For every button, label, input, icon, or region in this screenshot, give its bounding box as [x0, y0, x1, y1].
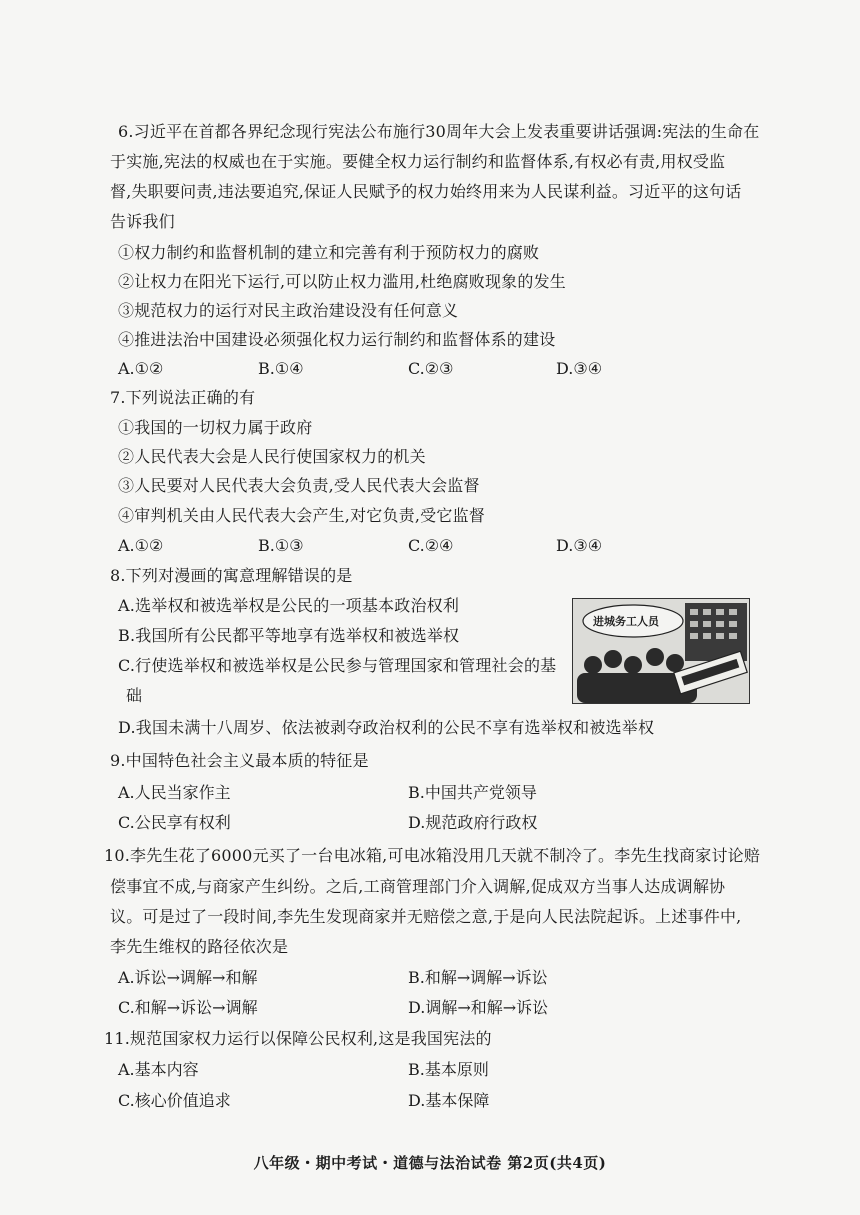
q6-stem-line-4: 告诉我们: [110, 212, 175, 231]
q9-choice-d: D.规范政府行政权: [408, 813, 538, 832]
q8-option-c: C.行使选举权和被选举权是公民参与管理国家和管理社会的基: [118, 656, 557, 675]
q10-choice-a: A.诉讼→调解→和解: [118, 968, 258, 987]
page-footer: 八年级・期中考试・道德与法治试卷 第2页(共4页): [253, 1154, 607, 1172]
q7-statement-4: ④审判机关由人民代表大会产生,对它负责,受它监督: [118, 506, 485, 525]
q8-option-d: D.我国未满十八周岁、依法被剥夺政治权利的公民不享有选举权和被选举权: [118, 718, 655, 737]
q6-choice-b: B.①④: [258, 359, 304, 378]
q7-statement-3: ③人民要对人民代表大会负责,受人民代表大会监督: [118, 476, 480, 495]
q7-choice-a: A.①②: [118, 536, 164, 555]
q9-stem: 9.中国特色社会主义最本质的特征是: [110, 751, 369, 770]
q6-statement-3: ③规范权力的运行对民主政治建设没有任何意义: [118, 301, 459, 320]
q10-stem-line-4: 李先生维权的路径依次是: [110, 937, 289, 956]
q7-stem: 7.下列说法正确的有: [110, 388, 256, 407]
q6-choice-d: D.③④: [556, 359, 603, 378]
q7-statement-2: ②人民代表大会是人民行使国家权力的机关: [118, 447, 426, 466]
q8-option-a: A.选举权和被选举权是公民的一项基本政治权利: [118, 596, 460, 615]
q7-choice-d: D.③④: [556, 536, 603, 555]
q11-choice-a: A.基本内容: [118, 1060, 199, 1079]
q8-option-c-continued: 础: [126, 686, 143, 705]
q9-choice-b: B.中国共产党领导: [408, 783, 537, 802]
q7-choice-b: B.①③: [258, 536, 304, 555]
q9-choice-a: A.人民当家作主: [118, 783, 231, 802]
q11-choice-b: B.基本原则: [408, 1060, 489, 1079]
q11-choice-d: D.基本保障: [408, 1091, 490, 1110]
q6-statement-1: ①权力制约和监督机制的建立和完善有利于预防权力的腐败: [118, 243, 540, 262]
q11-stem: 11.规范国家权力运行以保障公民权利,这是我国宪法的: [104, 1029, 492, 1048]
q10-stem-line-1: 10.李先生花了6000元买了一台电冰箱,可电冰箱没用几天就不制冷了。李先生找商家讨论赔: [104, 846, 761, 865]
q9-choice-c: C.公民享有权利: [118, 813, 231, 832]
q6-stem-line-3: 督,失职要问责,违法要追究,保证人民赋予的权力始终用来为人民谋利益。习近平的这句话: [110, 182, 742, 201]
q10-stem-line-2: 偿事宜不成,与商家产生纠纷。之后,工商管理部门介入调解,促成双方当事人达成调解协: [110, 877, 726, 896]
q6-choice-c: C.②③: [408, 359, 454, 378]
q7-choice-c: C.②④: [408, 536, 454, 555]
q10-stem-line-3: 议。可是过了一段时间,李先生发现商家并无赔偿之意,于是向人民法院起诉。上述事件中,: [110, 907, 742, 926]
q11-choice-c: C.核心价值追求: [118, 1091, 231, 1110]
q6-stem-line-1: 6.习近平在首都各界纪念现行宪法公布施行30周年大会上发表重要讲话强调:宪法的生命在: [118, 122, 760, 141]
q6-stem-line-2: 于实施,宪法的权威也在于实施。要健全权力运行制约和监督体系,有权必有责,用权受监: [110, 152, 726, 171]
q10-choice-d: D.调解→和解→诉讼: [408, 998, 549, 1017]
q8-cartoon-image: [572, 598, 750, 704]
q10-choice-c: C.和解→诉讼→调解: [118, 998, 258, 1017]
q7-statement-1: ①我国的一切权力属于政府: [118, 418, 313, 437]
q8-stem: 8.下列对漫画的寓意理解错误的是: [110, 566, 353, 585]
q6-choice-a: A.①②: [118, 359, 164, 378]
cartoon-caption: 进城务工人员: [593, 615, 659, 628]
q8-option-b: B.我国所有公民都平等地享有选举权和被选举权: [118, 626, 460, 645]
q6-statement-4: ④推进法治中国建设必须强化权力运行制约和监督体系的建设: [118, 330, 556, 349]
q10-choice-b: B.和解→调解→诉讼: [408, 968, 548, 987]
q6-statement-2: ②让权力在阳光下运行,可以防止权力滥用,杜绝腐败现象的发生: [118, 272, 566, 291]
